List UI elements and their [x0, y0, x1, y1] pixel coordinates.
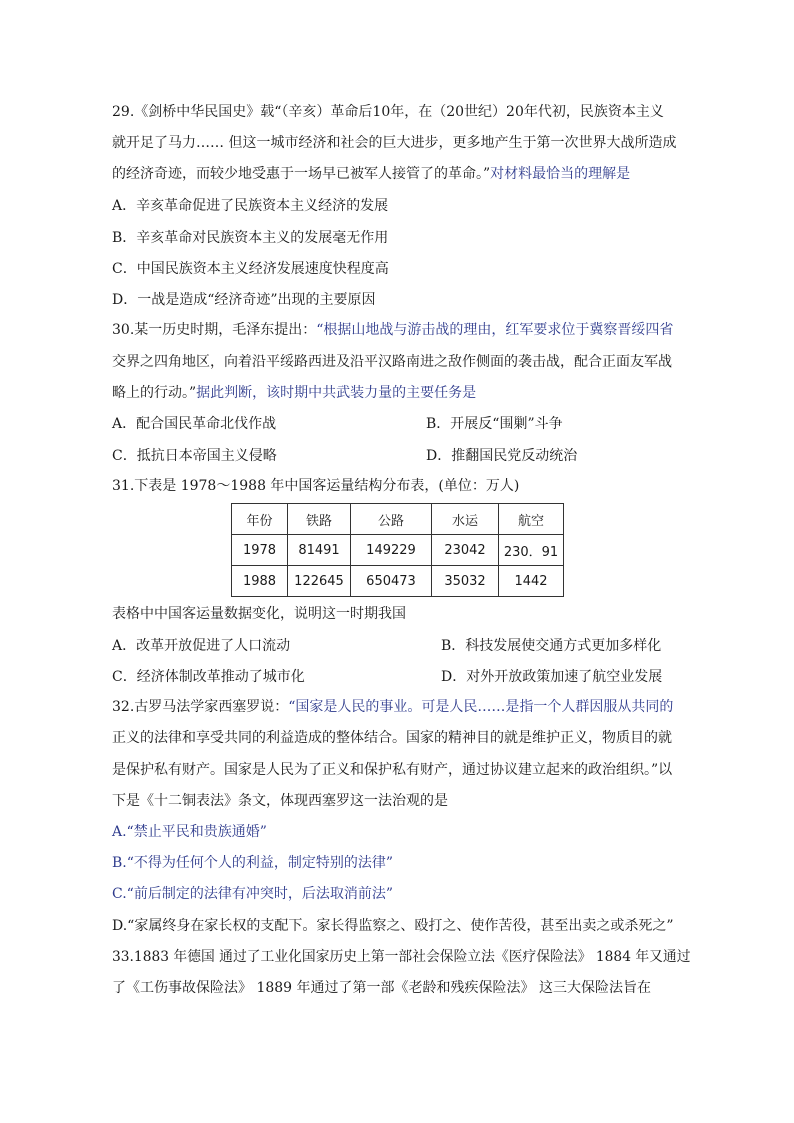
q30-stem-text-1a: 30.某一历史时期，毛泽东提出：	[112, 322, 317, 338]
q31-option-b: B．科技发展使交通方式更加多样化	[441, 638, 662, 654]
q29-option-b: B．辛亥革命对民族资本主义的发展毫无作用	[112, 230, 389, 246]
table-cell: 230．91	[499, 535, 564, 566]
q29-stem-line-1	[112, 102, 664, 122]
q32-option-d: D.“家属终身在家长权的支配下。家长得监察之、殴打之、使作苦役，甚至出卖之或杀死之”	[112, 918, 674, 934]
q32-stem-line-1	[112, 697, 673, 717]
q30-option-c: C．抵抗日本帝国主义侵略	[112, 448, 277, 464]
table-header-cell: 公路	[351, 504, 432, 535]
q30-option-d: D．推翻国民党反动统治	[426, 448, 578, 464]
q31-option-c: C．经济体制改革推动了城市化	[112, 669, 305, 685]
table-cell: 650473	[351, 566, 432, 597]
q31-after-table: 表格中中国客运量数据变化，说明这一时期我国	[112, 606, 406, 622]
q29-option-c: C．中国民族资本主义经济发展速度快程度高	[112, 261, 389, 277]
q29-stem-line-2: 就开足了马力…… 但这一城市经济和社会的巨大进步，更多地产生于第一次世界大战所造成	[112, 135, 677, 151]
q29-stem-line-3	[112, 164, 630, 184]
q29-option-d: D．一战是造成“经济奇迹”出现的主要原因	[112, 292, 376, 308]
table-cell: 23042	[432, 535, 499, 566]
q32-option-a: A.“禁止平民和贵族通婚”	[112, 824, 267, 840]
q31-option-a: A．改革开放促进了人口流动	[112, 638, 291, 654]
q29-option-a: A．辛亥革命促进了民族资本主义经济的发展	[112, 198, 389, 214]
q29-stem-text-1: 29.《剑桥中华民国史》载“（辛亥）革命后10年，在（20世纪）20年代初，民族资本主义	[112, 104, 664, 120]
q29-stem-text-3a: 的经济奇迹，而较少地受惠于一场早已被军人接管了的革命。”	[112, 166, 491, 182]
q32-stem-text-1a: 32.古罗马法学家西塞罗说：	[112, 699, 289, 715]
q30-option-a: A．配合国民革命北伐作战	[112, 416, 277, 432]
table-row	[232, 566, 564, 597]
table-cell: 122645	[288, 566, 351, 597]
table-header-cell: 航空	[499, 504, 564, 535]
q30-stem-line-3	[112, 383, 476, 403]
table-header-cell: 水运	[432, 504, 499, 535]
table-cell: 1988	[232, 566, 288, 597]
q33-stem-line-2: 了《工伤事故保险法》 1889 年通过了第一部《老龄和残疾保险法》 这三大保险法旨在	[112, 980, 651, 996]
table-cell: 35032	[432, 566, 499, 597]
q32-stem-line-2: 正义的法律和享受共同的利益造成的整体结合。国家的精神目的就是维护正义，物质目的就	[112, 730, 672, 746]
q29-stem-text-3b: 对材料最恰当的理解是	[490, 166, 631, 182]
table-header-cell: 铁路	[288, 504, 351, 535]
table-cell: 81491	[288, 535, 351, 566]
q30-stem-line-2: 交界之四角地区，向着沿平绥路西进及沿平汉路南进之敌作侧面的袭击战，配合正面友军战	[112, 354, 672, 370]
q32-option-b: B.“不得为任何个人的利益，制定特别的法律”	[112, 855, 394, 871]
table-row	[232, 535, 564, 566]
q31-stem: 31.下表是 1978～1988 年中国客运量结构分布表，(单位：万人)	[112, 478, 520, 494]
q30-stem-text-3a: 略上的行动。”	[112, 385, 197, 401]
table-cell: 1442	[499, 566, 564, 597]
table-header-cell: 年份	[232, 504, 288, 535]
table-header-row	[232, 504, 564, 535]
q32-stem-line-3: 是保护私有财产。国家是人民为了正义和保护私有财产，通过协议建立起来的政治组织。”以	[112, 762, 673, 778]
passenger-volume-table	[231, 503, 564, 597]
table-cell: 149229	[351, 535, 432, 566]
q30-stem-text-3b: 据此判断，该时期中共武装力量的主要任务是	[196, 385, 477, 401]
q32-option-c: C.“前后制定的法律有冲突时，后法取消前法”	[112, 886, 393, 902]
table-cell: 1978	[232, 535, 288, 566]
q33-stem-line-1: 33.1883 年德国 通过了工业化国家历史上第一部社会保险立法《医疗保险法》 1884 年又通过	[112, 949, 691, 965]
q30-stem-text-1b: “根据山地战与游击战的理由，红军要求位于冀察晋绥四省	[316, 322, 674, 338]
q30-stem-line-1	[112, 320, 673, 340]
q32-stem-text-1b: “国家是人民的事业。可是人民……是指一个人群因服从共同的	[288, 699, 674, 715]
q30-option-b: B．开展反“围剿”斗争	[426, 416, 563, 432]
q31-option-d: D．对外开放政策加速了航空业发展	[441, 669, 663, 685]
q32-stem-line-4: 下是《十二铜表法》条文，体现西塞罗这一法治观的是	[112, 793, 448, 809]
